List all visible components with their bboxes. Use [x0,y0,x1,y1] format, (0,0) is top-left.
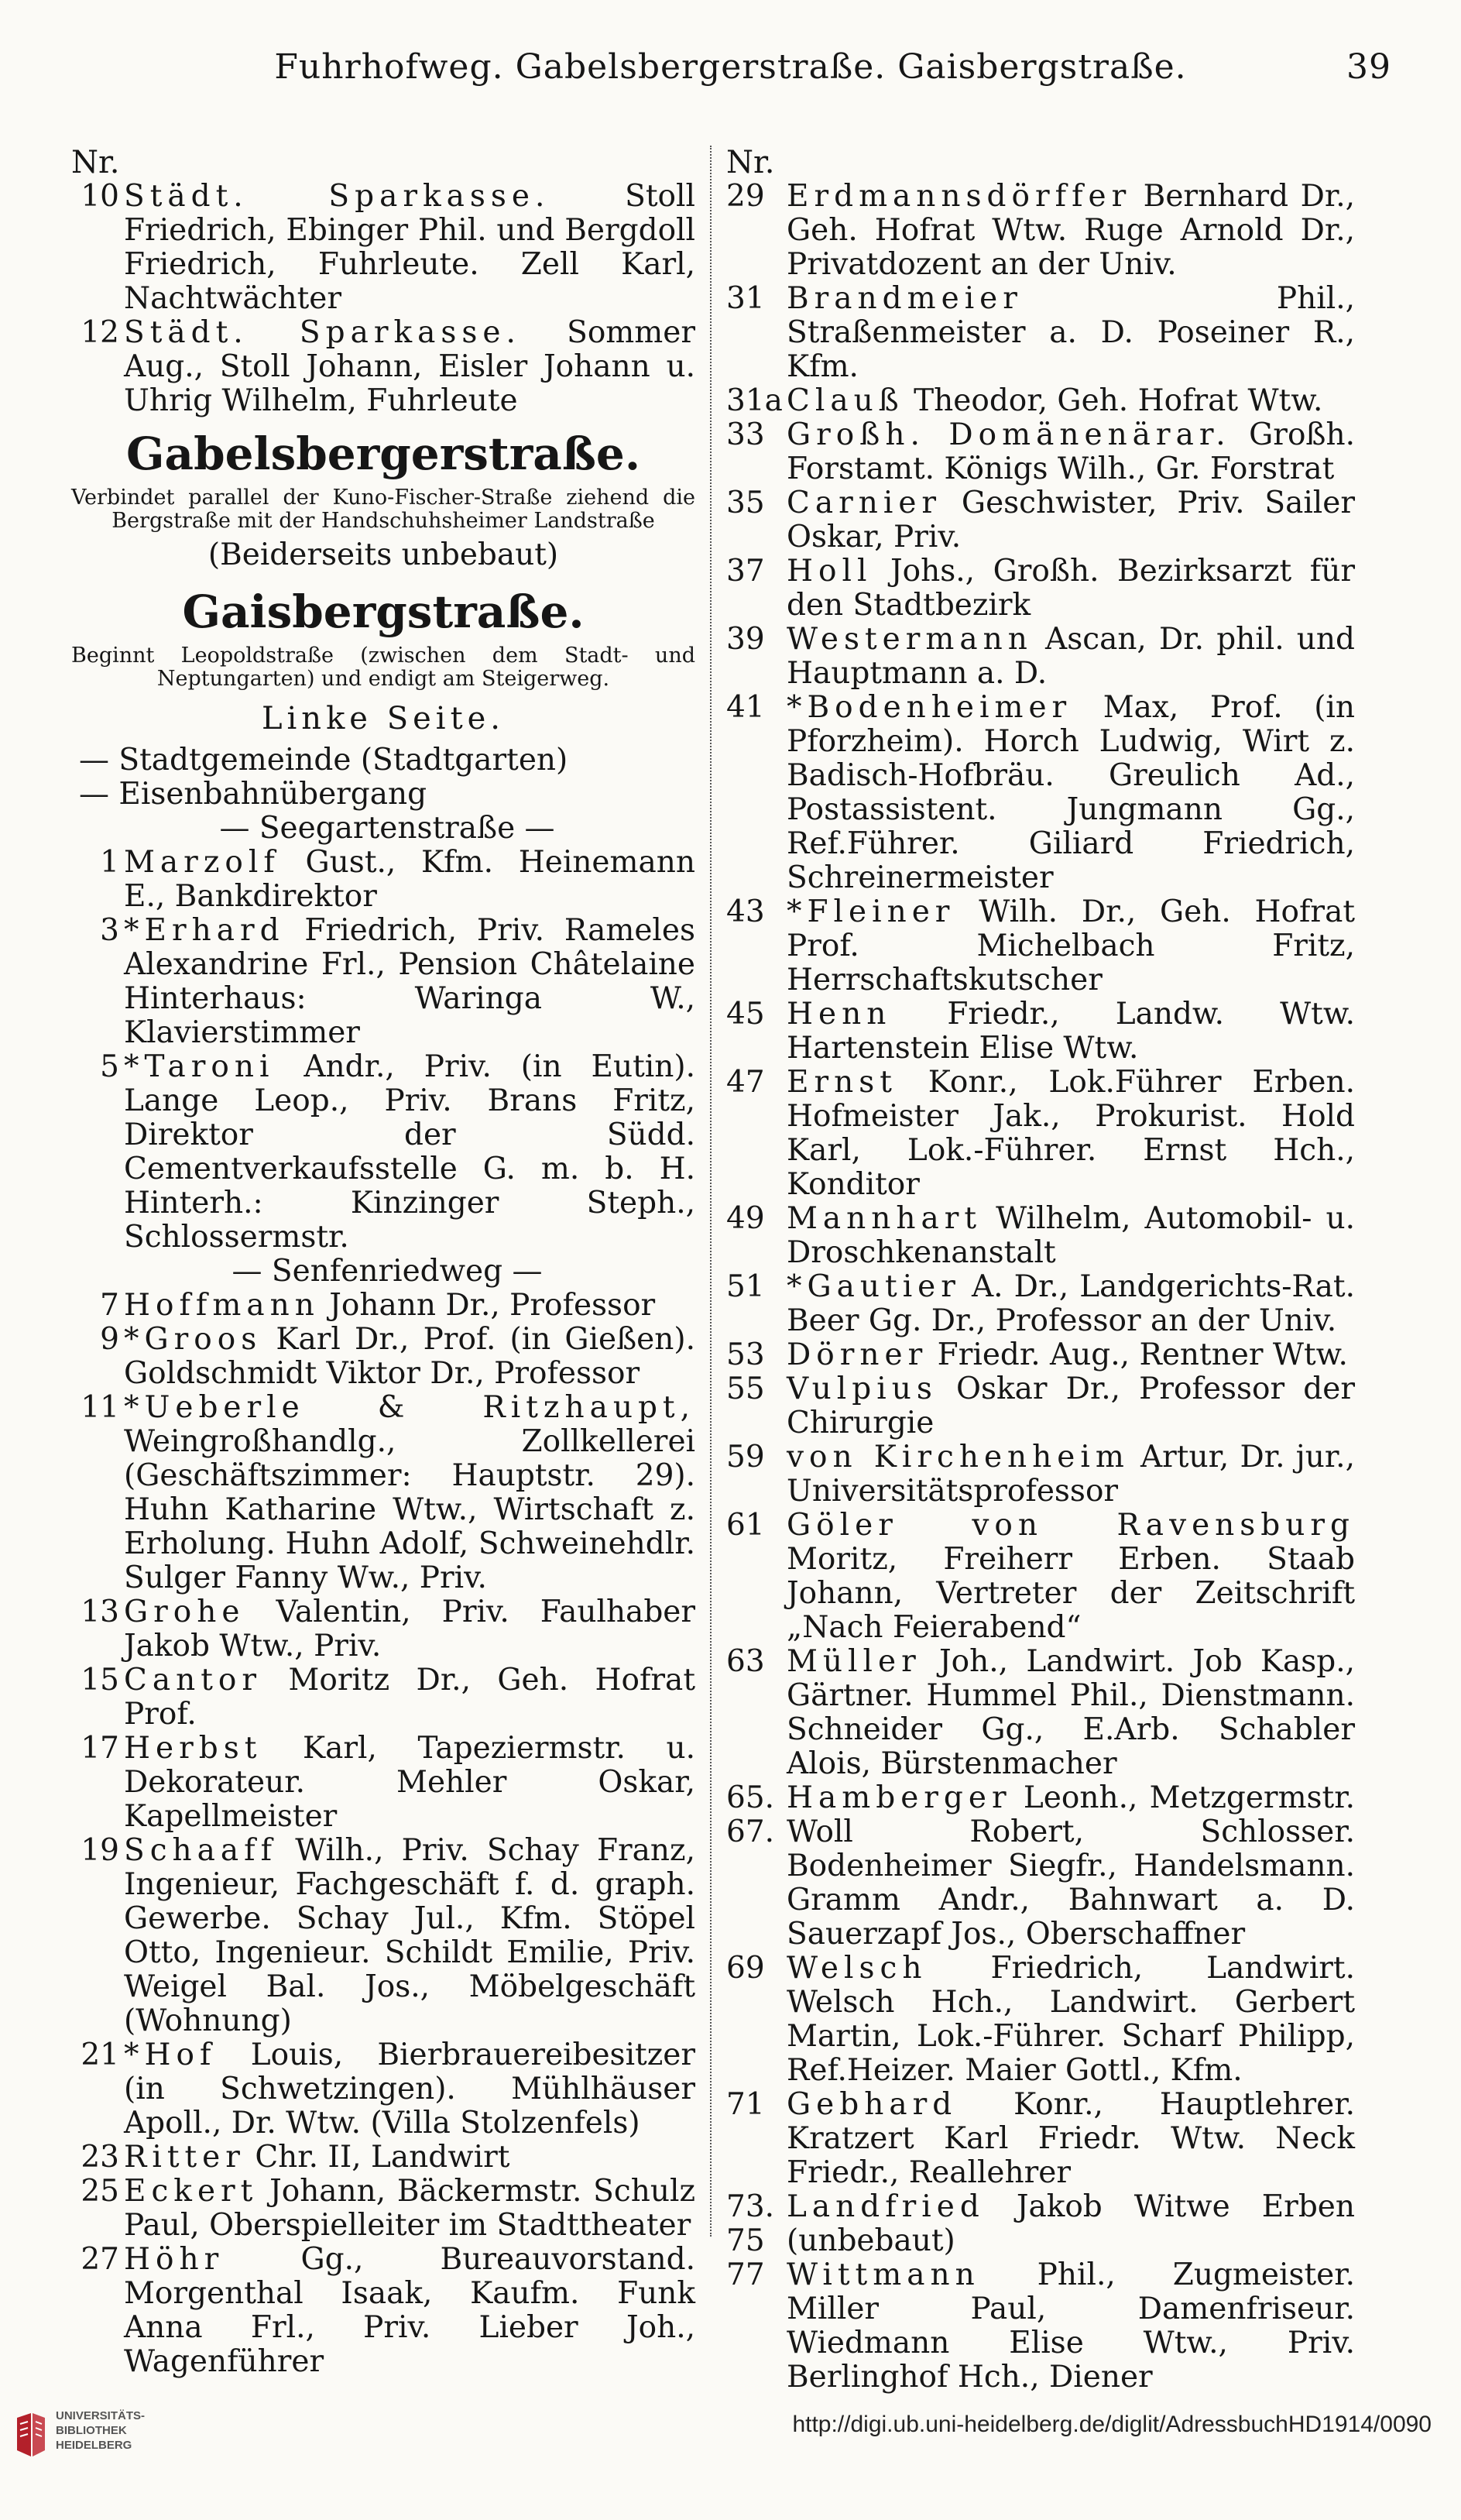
source-url-link[interactable]: http://digi.ub.uni-heidelberg.de/diglit/AdressbuchHD1914/0090 [792,2412,1432,2437]
house-number: 1 [100,845,119,880]
logo-text-line: HEIDELBERG [56,2439,132,2452]
directory-entry [71,2243,695,2379]
house-number: 35 [726,486,765,520]
resident-name: Städt. Sparkasse. [124,315,521,350]
house-number: 69 [726,1951,765,1986]
house-number: 37 [726,554,765,589]
resident-name: Vulpius [787,1372,938,1406]
house-number: 39 [726,622,765,657]
house-number: 49 [726,1201,765,1236]
house-number: 71 [726,2087,765,2122]
resident-name: Ernst [787,1065,897,1100]
resident-name: Höhr [124,2242,225,2277]
house-number: 65. 67. [726,1780,775,1849]
entry-text: Artur, Dr. jur., Universitätsprofessor [787,1440,1355,1509]
directory-entry [71,2038,695,2141]
entry-text: Chr. II, Landwirt [255,2140,510,2175]
library-logo-icon [14,2412,48,2460]
entry-text: Jakob Witwe Erben (unbebaut) [787,2189,1355,2258]
directory-entry [726,623,1355,691]
side-label: Linke Seite. [261,701,506,736]
house-number: 59 [726,1440,765,1475]
entry-text: Großh. Forstamt. Königs Wilh., Gr. Forstrat [787,417,1355,486]
page-number: 39 [1346,47,1391,87]
resident-name: Henn [787,997,892,1032]
cross-street: — Senfenriedweg — [231,1254,543,1289]
house-number: 41 [726,690,765,725]
entry-text: Joh., Landwirt. Job Kasp., Gärtner. Hummel Phil., Dienstmann. Schneider Gg., E.Arb. Schabler Alois, Bürstenmacher [787,1644,1355,1781]
house-number: 55 [726,1372,765,1406]
directory-entry [71,2175,695,2243]
directory-entry [726,418,1355,486]
resident-name: Cantor [124,1663,262,1698]
entry-text: Konr., Lok.Führer Erben. Hofmeister Jak., Prokurist. Hold Karl, Lok.-Führer. Ernst Hch., Konditor [787,1065,1356,1202]
entry-text: Konr., Hauptlehrer. Kratzert Karl Friedr. Wtw. Neck Friedr., Reallehrer [787,2087,1355,2190]
entry-text: Weingroßhandlg., Zollkellerei (Geschäftszimmer: Hauptstr. 29). Huhn Katharine Wtw., Wirtschaft z. Erholung. Huhn Adolf, Schweinehdlr. Sulger Fanny Ww., Priv. [124,1424,695,1595]
directory-entry [726,997,1355,1066]
house-number: 9 [100,1322,119,1357]
directory-entry [71,1732,695,1834]
house-number: 29 [726,179,765,214]
directory-entry [726,2190,1355,2258]
directory-entry [71,846,695,914]
resident-name: Herbst [124,1731,262,1766]
directory-entry [71,1834,695,2038]
entry-text: Friedrich, Priv. Rameles Alexandrine Frl., Pension Châtelaine Hinterhaus: Waringa W., Klavierstimmer [124,913,695,1050]
entry-text: Bernhard Dr., Geh. Hofrat Wtw. Ruge Arnold Dr., Privatdozent an der Univ. [787,179,1355,282]
directory-entry [726,1338,1355,1372]
directory-entry [726,1440,1355,1509]
resident-name: Holl [787,554,873,589]
resident-name: Brandmeier [787,281,1023,316]
house-number: 15 [81,1663,119,1698]
resident-name: Ritter [124,2140,245,2175]
resident-name: *Erhard [124,913,285,948]
entry-text: Max, Prof. (in Pforzheim). Horch Ludwig, Wirt z. Badisch-Hofbräu. Greulich Ad., Postassistent. Jungmann Gg., Ref.Führer. Giliard Friedrich, Schreinermeister [787,690,1355,895]
entry-list [71,1289,695,2379]
entry-text: Wilh., Priv. Schay Franz, Ingenieur, Fachgeschäft f. d. graph. Gewerbe. Schay Jul., Kfm. Stöpel Otto, Ingenieur. Schildt Emilie, Priv. Weigel Bal. Jos., Möbelgeschäft (Wohnung) [124,1833,695,2038]
entry-text: Wilh. Dr., Geh. Hofrat Prof. Michelbach Fritz, Herrschaftskutscher [787,894,1355,997]
directory-entry [71,1323,695,1391]
house-number: 5 [100,1049,119,1084]
street-description: Verbindet parallel der Kuno-Fischer-Straße ziehend die Bergstraße mit der Handschuhsheimer Landstraße [71,486,695,533]
house-number: 33 [726,417,765,452]
house-number: 61 [726,1508,765,1543]
street-description: Beginnt Leopoldstraße (zwischen dem Stadt- und Neptungarten) und endigt am Steigerweg. [71,644,695,691]
house-number: 51 [726,1269,765,1304]
entry-text: Leonh., Metzgermstr. Woll Robert, Schlosser. Bodenheimer Siegfr., Handelsmann. Gramm Andr., Bahnwart a. D. Sauerzapf Jos., Oberschaffner [787,1780,1355,1952]
entry-list [726,180,1355,2395]
entry-text: Sommer Aug., Stoll Johann, Eisler Johann u. Uhrig Wilhelm, Fuhrleute [124,315,695,418]
house-number: 7 [100,1288,119,1323]
entry-text: Wilhelm, Automobil- u. Droschkenanstalt [787,1201,1355,1270]
entry-text: A. Dr., Landgerichts-Rat. Beer Gg. Dr., Professor an der Univ. [787,1269,1355,1338]
directory-entry [726,1270,1355,1338]
entry-text: Ascan, Dr. phil. und Hauptmann a. D. [787,622,1355,691]
resident-name: Wittmann [787,2257,980,2292]
resident-name: Schaaff [124,1833,278,1868]
entry-text: Theodor, Geh. Hofrat Wtw. [914,383,1323,418]
house-number: 25 [81,2174,119,2209]
entry-text: Johs., Großh. Bezirksarzt für den Stadtbezirk [787,554,1355,623]
directory-entry [726,554,1355,623]
directory-entry [71,1289,695,1323]
column-divider [710,146,712,2237]
house-number: 11 [81,1390,119,1425]
directory-entry [726,486,1355,554]
directory-entry [726,1645,1355,1781]
directory-entry [726,1066,1355,1202]
resident-name: Hamberger [787,1780,1012,1815]
directory-entry [71,914,695,1050]
resident-name: *Groos [124,1322,262,1357]
house-number: 45 [726,997,765,1032]
entry-text: Phil., Zugmeister. Miller Paul, Damenfriseur. Wiedmann Elise Wtw., Priv. Berlinghof Hch., Diener [787,2257,1355,2395]
entry-text: Moritz Dr., Geh. Hofrat Prof. [124,1663,695,1732]
entry-text: Moritz, Freiherr Erben. Staab Johann, Vertreter der Zeitschrift „Nach Feierabend“ [787,1542,1355,1645]
logo-text-line: BIBLIOTHEK [56,2424,127,2437]
house-number: 53 [726,1337,765,1372]
house-number: 17 [81,1731,119,1766]
directory-entry [726,1372,1355,1440]
house-number: 3 [100,913,119,948]
entry-list [71,180,695,418]
resident-name: *Taroni [124,1049,275,1084]
running-title: Fuhrhofweg. Gabelsbergerstraße. Gaisbergstraße. [274,47,1187,87]
house-number: 10 [81,179,119,214]
entry-text: Oskar Dr., Professor der Chirurgie [787,1372,1355,1440]
entry-text: Karl Dr., Prof. (in Gießen). Goldschmidt Viktor Dr., Professor [124,1322,695,1391]
directory-entry [726,1202,1355,1270]
entry-text: Gg., Bureauvorstand. Morgenthal Isaak, Kaufm. Funk Anna Frl., Priv. Lieber Joh., Wagenführer [124,2242,695,2379]
house-number: 31a [726,383,783,418]
resident-name: Städt. Sparkasse. [124,179,550,214]
resident-name: Dörner [787,1337,928,1372]
directory-entry [726,282,1355,384]
entry-list [71,846,695,1255]
directory-entry [71,1595,695,1663]
resident-name: Mannhart [787,1201,983,1236]
directory-entry [726,180,1355,282]
resident-name: Hoffmann [124,1288,320,1323]
cross-street: — Seegartenstraße — [219,811,555,846]
resident-name: Großh. Domänenärar. [787,417,1231,452]
logo-text-line: UNIVERSITÄTS- [56,2409,146,2422]
directory-entry [71,2141,695,2175]
entry-text: Phil., Straßenmeister a. D. Poseiner R., Kfm. [787,281,1355,384]
street-note: (Beiderseits unbebaut) [207,537,559,572]
house-number: 21 [81,2038,119,2072]
resident-name: *Hof [124,2038,217,2072]
right-column [726,146,1355,2395]
house-number: 13 [81,1595,119,1629]
resident-name: Müller [787,1644,921,1679]
resident-name: Carnier [787,486,942,520]
house-number: 73. 75 [726,2189,775,2258]
plain-line: — Eisenbahnübergang [79,777,427,812]
resident-name: Westermann [787,622,1033,657]
entry-text: Stoll Friedrich, Ebinger Phil. und Bergdoll Friedrich, Fuhrleute. Zell Karl, Nachtwächter [124,179,695,316]
directory-entry [71,316,695,418]
directory-entry [726,1952,1355,2088]
entry-text: Valentin, Priv. Faulhaber Jakob Wtw., Priv. [124,1595,696,1663]
entry-text: Friedrich, Landwirt. Welsch Hch., Landwirt. Gerbert Martin, Lok.-Führer. Scharf Philipp, Ref.Heizer. Maier Gottl., Kfm. [787,1951,1355,2088]
directory-entry [726,384,1355,418]
directory-entry [71,1391,695,1595]
house-number: 47 [726,1065,765,1100]
street-heading-gaisberg: Gaisbergstraße. [182,585,585,638]
nr-label: Nr. [71,145,120,180]
entry-text: Karl, Tapeziermstr. u. Dekorateur. Mehler Oskar, Kapellmeister [124,1731,695,1834]
footer [0,2404,1461,2520]
directory-entry [726,895,1355,997]
entry-text: Friedr., Landw. Wtw. Hartenstein Elise Wtw. [787,997,1355,1066]
library-logo [14,2408,169,2517]
resident-name: von Kirchenheim [787,1440,1130,1475]
house-number: 12 [81,315,119,350]
directory-entry [71,1050,695,1255]
resident-name: Landfried [787,2189,985,2224]
resident-name: Eckert [124,2174,259,2209]
resident-name: *Gautier [787,1269,961,1304]
entry-text: Andr., Priv. (in Eutin). Lange Leop., Priv. Brans Fritz, Direktor der Südd. Cementverkaufsstelle G. m. b. H. Hinterh.: Kinzinger Steph., Schlossermstr. [124,1049,695,1255]
house-number: 31 [726,281,765,316]
resident-name: *Fleiner [787,894,955,929]
entry-text: Johann, Bäckermstr. Schulz Paul, Oberspielleiter im Stadttheater [124,2174,695,2243]
plain-line: — Stadtgemeinde (Stadtgarten) [79,743,568,778]
resident-name: Gebhard [787,2087,958,2122]
street-heading-gabelsberger: Gabelsbergerstraße. [125,427,641,480]
resident-name: Clauß [787,383,904,418]
directory-entry [726,691,1355,895]
directory-entry [71,1663,695,1732]
resident-name: Welsch [787,1951,928,1986]
house-number: 43 [726,894,765,929]
resident-name: Göler von Ravensburg [787,1508,1355,1543]
nr-label: Nr. [726,145,775,180]
entry-text: Friedr. Aug., Rentner Wtw. [937,1337,1348,1372]
resident-name: Erdmannsdörffer [787,179,1132,214]
house-number: 19 [81,1833,119,1868]
entry-text: Gust., Kfm. Heinemann E., Bankdirektor [124,845,695,914]
house-number: 23 [81,2140,119,2175]
directory-entry [726,2258,1355,2395]
left-column [71,146,695,2379]
entry-text: Johann Dr., Professor [329,1288,656,1323]
resident-name: Marzolf [124,845,280,880]
resident-name: *Bodenheimer [787,690,1072,725]
entry-text: Louis, Bierbrauereibesitzer (in Schwetzingen). Mühlhäuser Apoll., Dr. Wtw. (Villa Stolzenfels) [124,2038,695,2141]
resident-name: *Ueberle & Ritzhaupt, [124,1390,695,1425]
house-number: 27 [81,2242,119,2277]
directory-entry [726,2088,1355,2190]
entry-text: Geschwister, Priv. Sailer Oskar, Priv. [787,486,1355,554]
resident-name: Grohe [124,1595,245,1629]
directory-entry [726,1781,1355,1952]
directory-entry [726,1509,1355,1645]
house-number: 77 [726,2257,765,2292]
directory-entry [71,180,695,316]
house-number: 63 [726,1644,765,1679]
